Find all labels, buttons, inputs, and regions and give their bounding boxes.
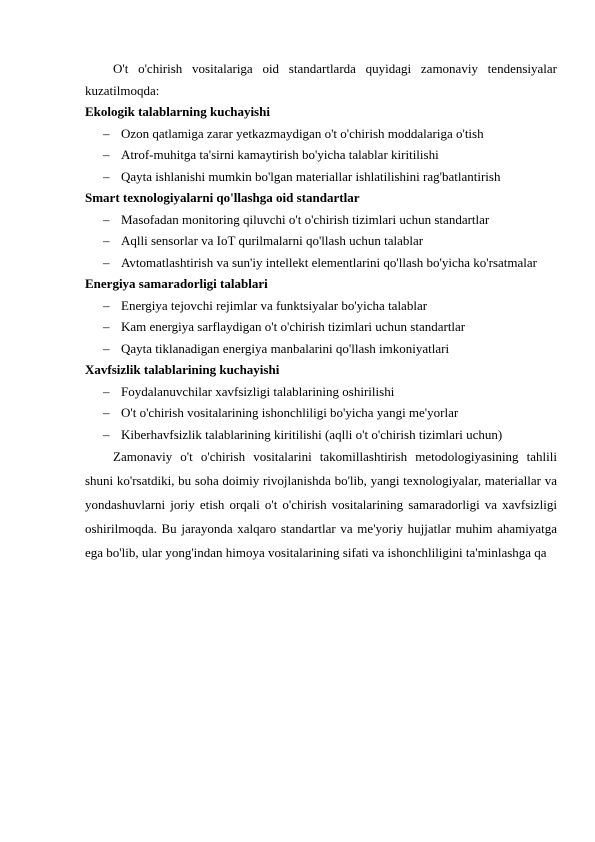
list-item	[85, 295, 557, 317]
list-item	[85, 381, 557, 403]
list-item-text: Aqlli sensorlar va IoT qurilmalarni qo'llash uchun talablar	[121, 233, 424, 248]
list-item-text: Qayta ishlanishi mumkin bo'lgan materiallar ishlatilishini rag'batlantirish	[121, 168, 501, 184]
list-item	[85, 402, 557, 424]
dash-bullet-icon: –	[103, 254, 110, 270]
dash-bullet-icon: –	[103, 405, 110, 420]
list-item	[85, 209, 557, 231]
dash-bullet-icon: –	[103, 297, 110, 313]
dash-bullet-icon: –	[103, 340, 110, 356]
dash-bullet-icon: –	[103, 211, 110, 227]
list-item	[85, 252, 557, 274]
section-heading: Ekologik talablarning kuchayishi	[85, 104, 270, 119]
list-item-text: Atrof-muhitga ta'sirni kamaytirish bo'yicha talablar kiritilishi	[121, 147, 439, 162]
list-item-text: Qayta tiklanadigan energiya manbalarini qo'llash imkoniyatlari	[121, 340, 450, 356]
section-list	[85, 295, 557, 360]
list-item	[85, 144, 557, 166]
list-item	[85, 316, 557, 338]
closing-paragraph: Zamonaviy o't o'chirish vositalarini takomillashtirish metodologiyasining tahlili shuni ko'rsatdiki, bu soha doimiy rivojlanishda bo'lib, yangi texnologiyalar, materiallar va yondashuvlarni joriy etish orqali o't o'chirish vositalarining samaradorligi va xavfsizligi oshirilmoqda. Bu jarayonda xalqaro standartlar va me'yoriy hujjatlar muhim ahamiyatga ega bo'lib, ular yong'indan himoya vositalarining sifati va ishonchliligini ta'minlashga qa	[85, 449, 557, 560]
list-item	[85, 230, 557, 252]
list-item	[85, 338, 557, 360]
section-heading: Smart texnologiyalarni qo'llashga oid standartlar	[85, 190, 360, 205]
intro-paragraph: O't o'chirish vositalariga oid standartlarda quyidagi zamonaviy tendensiyalar kuzatilmoqda:	[85, 61, 557, 98]
list-item-text: Energiya tejovchi rejimlar va funktsiyalar bo'yicha talablar	[121, 297, 428, 313]
section-heading: Energiya samaradorligi talablari	[85, 276, 268, 291]
dash-bullet-icon: –	[103, 426, 110, 442]
dash-bullet-icon: –	[103, 125, 110, 141]
list-item-text: Avtomatlashtirish va sun'iy intellekt elementlarini qo'llash bo'yicha ko'rsatmalar	[121, 254, 537, 270]
section-list	[85, 381, 557, 446]
list-item-text: Foydalanuvchilar xavfsizligi talablarining oshirilishi	[121, 383, 395, 399]
dash-bullet-icon: –	[103, 383, 110, 399]
section-list	[85, 209, 557, 274]
section-heading: Xavfsizlik talablarining kuchayishi	[85, 362, 280, 377]
list-item-text: Ozon qatlamiga zarar yetkazmaydigan o't o'chirish moddalariga o'tish	[121, 125, 484, 141]
section-list	[85, 123, 557, 188]
list-item	[85, 166, 557, 188]
dash-bullet-icon: –	[103, 233, 110, 248]
list-item-text: Masofadan monitoring qiluvchi o't o'chirish tizimlari uchun standartlar	[121, 211, 490, 227]
list-item-text: Kiberhavfsizlik talablarining kiritilishi (aqlli o't o'chirish tizimlari uchun)	[121, 426, 503, 442]
list-item	[85, 424, 557, 446]
list-item-text: O't o'chirish vositalarining ishonchliligi bo'yicha yangi me'yorlar	[121, 405, 459, 420]
dash-bullet-icon: –	[103, 147, 110, 162]
list-item-text: Kam energiya sarflaydigan o't o'chirish tizimlari uchun standartlar	[121, 319, 466, 334]
list-item	[85, 123, 557, 145]
dash-bullet-icon: –	[103, 319, 110, 334]
dash-bullet-icon: –	[103, 168, 110, 184]
